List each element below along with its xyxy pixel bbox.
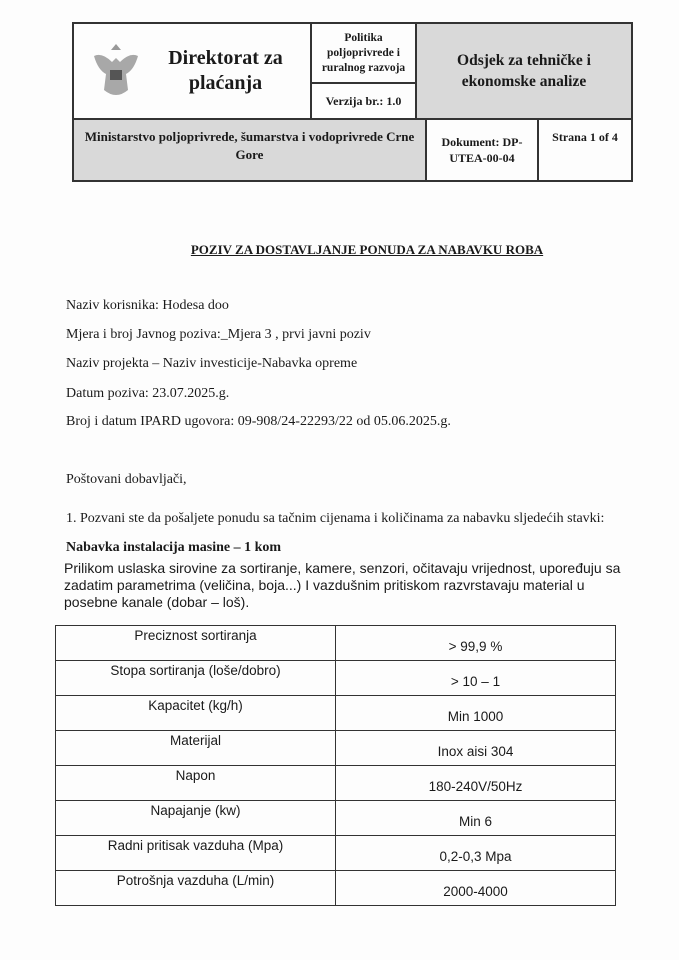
info-contract: Broj i datum IPARD ugovora: 09-908/24-22293/22 od 05.06.2025.g.: [66, 414, 451, 429]
table-row: [56, 696, 616, 731]
spec-name: Radni pritisak vazduha (Mpa): [56, 836, 336, 871]
policy-cell: Politika poljoprivrede i ruralnog razvoja: [311, 23, 416, 83]
table-row: [56, 626, 616, 661]
spec-value: > 10 – 1: [336, 661, 616, 696]
document-header: [72, 22, 633, 182]
coat-of-arms-icon: [88, 40, 144, 102]
spec-name: Napon: [56, 766, 336, 801]
table-row: [56, 836, 616, 871]
spec-value: 0,2-0,3 Mpa: [336, 836, 616, 871]
department-cell: Odsjek za tehničke i ekonomske analize: [416, 23, 632, 119]
info-user: Naziv korisnika: Hodesa doo: [66, 298, 229, 313]
spec-name: Potrošnja vazduha (L/min): [56, 871, 336, 906]
greeting: Poštovani dobavljači,: [66, 472, 187, 487]
spec-value: 180-240V/50Hz: [336, 766, 616, 801]
info-date: Datum poziva: 23.07.2025.g.: [66, 386, 230, 401]
info-call: Mjera i broj Javnog poziva:_Mjera 3 , prvi javni poziv: [66, 327, 371, 342]
info-project: Naziv projekta – Naziv investicije-Nabavka opreme: [66, 356, 358, 371]
table-row: [56, 731, 616, 766]
spec-name: Stopa sortiranja (loše/dobro): [56, 661, 336, 696]
spec-name: Materijal: [56, 731, 336, 766]
spec-value: Inox aisi 304: [336, 731, 616, 766]
spec-value: Min 1000: [336, 696, 616, 731]
spec-value: Min 6: [336, 801, 616, 836]
description: Prilikom uslaska sirovine za sortiranje, kamere, senzori, očitavaju vrijednost, upoređuju sa zadatim parametrima (veličina, boja...) I vazdušnim pritiskom razvrstavaju material u posebne kanale (dobar – loš).: [64, 560, 621, 610]
spec-value: > 99,9 %: [336, 626, 616, 661]
spec-name: Preciznost sortiranja: [56, 626, 336, 661]
spec-value: 2000-4000: [336, 871, 616, 906]
document-title: POZIV ZA DOSTAVLJANJE PONUDA ZA NABAVKU ROBA: [190, 242, 544, 257]
subheading: Nabavka instalacija masine – 1 kom: [66, 540, 282, 555]
table-row: [56, 661, 616, 696]
ministry-cell: Ministarstvo poljoprivrede, šumarstva i vodoprivrede Crne Gore: [73, 119, 426, 181]
org-cell: [73, 23, 311, 119]
version-cell: Verzija br.: 1.0: [311, 83, 416, 119]
table-row: [56, 871, 616, 906]
table-row: [56, 766, 616, 801]
spec-name: Napajanje (kw): [56, 801, 336, 836]
table-row: [56, 801, 616, 836]
spec-name: Kapacitet (kg/h): [56, 696, 336, 731]
org-title: Direktorat za plaćanja: [168, 47, 283, 94]
item-1: 1. Pozvani ste da pošaljete ponudu sa tačnim cijenama i količinama za nabavku sljedećih stavki:: [66, 511, 605, 526]
page-number-cell: Strana 1 of 4: [538, 119, 632, 181]
spec-table: [55, 625, 616, 906]
document-number-cell: Dokument: DP-UTEA-00-04: [426, 119, 538, 181]
